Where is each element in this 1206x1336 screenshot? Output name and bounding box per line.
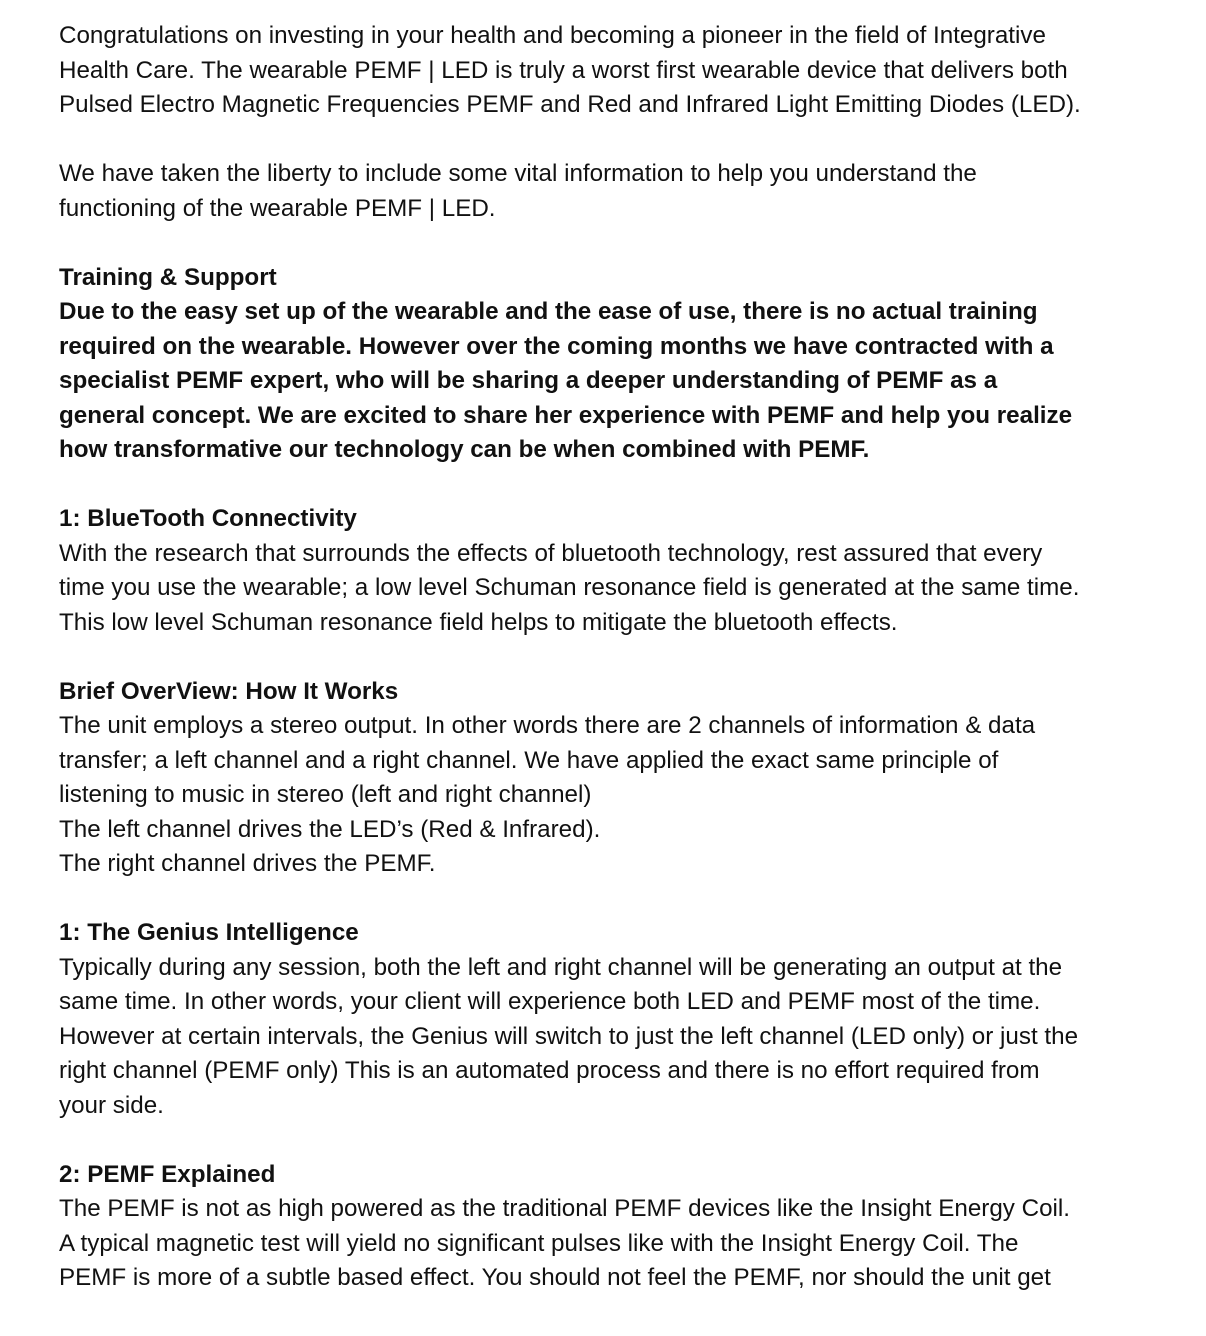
paragraph-spacer — [59, 1123, 1179, 1158]
paragraph-spacer — [59, 882, 1179, 917]
training-heading: Training & Support — [59, 263, 277, 291]
bluetooth-heading: 1: BlueTooth Connectivity — [59, 505, 357, 532]
pemf-heading: 2: PEMF Explained — [59, 1160, 276, 1188]
pemf-body: The PEMF is not as high powered as the traditional PEMF devices like the Insight Energy Coil. A typical magnetic test will yield no significant pulses like with the Insight Energy Coil. The PEMF is more of a subtle based effect. You should not feel the PEMF, nor should the unit get — [59, 1195, 1070, 1291]
overview-body: The unit employs a stereo output. In other words there are 2 channels of information & data transfer; a left channel and a right channel. We have applied the exact same principle of listening to music in stereo (left and right channel) The left channel drives the LED’s (Red & Infrared). The right channel drives the PEMF. — [59, 712, 1036, 877]
intro-paragraph-1: Congratulations on investing in your health and becoming a pioneer in the field of Integrative Health Care. The wearable PEMF | LED is truly a worst first wearable device that delivers both Pulsed Electro Magnetic Frequencies PEMF and Red and Infrared Light Emitting Diodes (LED). — [59, 22, 1081, 118]
paragraph-spacer — [59, 640, 1179, 675]
training-body: Due to the easy set up of the wearable and the ease of use, there is no actual training required on the wearable. However over the coming months we have contracted with a specialist PEMF expert, who will be sharing a deeper understanding of PEMF as a general concept. We are excited to share her experience with PEMF and help you realize how transformative our technology can be when combined with PEMF. — [59, 298, 1073, 463]
genius-body: Typically during any session, both the left and right channel will be generating an output at the same time. In other words, your client will experience both LED and PEMF most of the time. However at certain intervals, the Genius will switch to just the left channel (LED only) or just the right channel (PEMF only) This is an automated process and there is no effort required from your side. — [59, 953, 1079, 1119]
paragraph-spacer — [59, 468, 1179, 503]
genius-heading: 1: The Genius Intelligence — [59, 919, 359, 946]
document-page — [59, 19, 1179, 1296]
overview-heading: Brief OverView: How It Works — [59, 677, 399, 705]
paragraph-spacer — [59, 226, 1179, 261]
intro-paragraph-2: We have taken the liberty to include some vital information to help you understand the functioning of the wearable PEMF | LED. — [59, 160, 977, 222]
paragraph-spacer — [59, 123, 1179, 158]
bluetooth-body: With the research that surrounds the effects of bluetooth technology, rest assured that every time you use the wearable; a low level Schuman resonance field is generated at the same time. This low level Schuman resonance field helps to mitigate the bluetooth effects. — [59, 539, 1080, 636]
